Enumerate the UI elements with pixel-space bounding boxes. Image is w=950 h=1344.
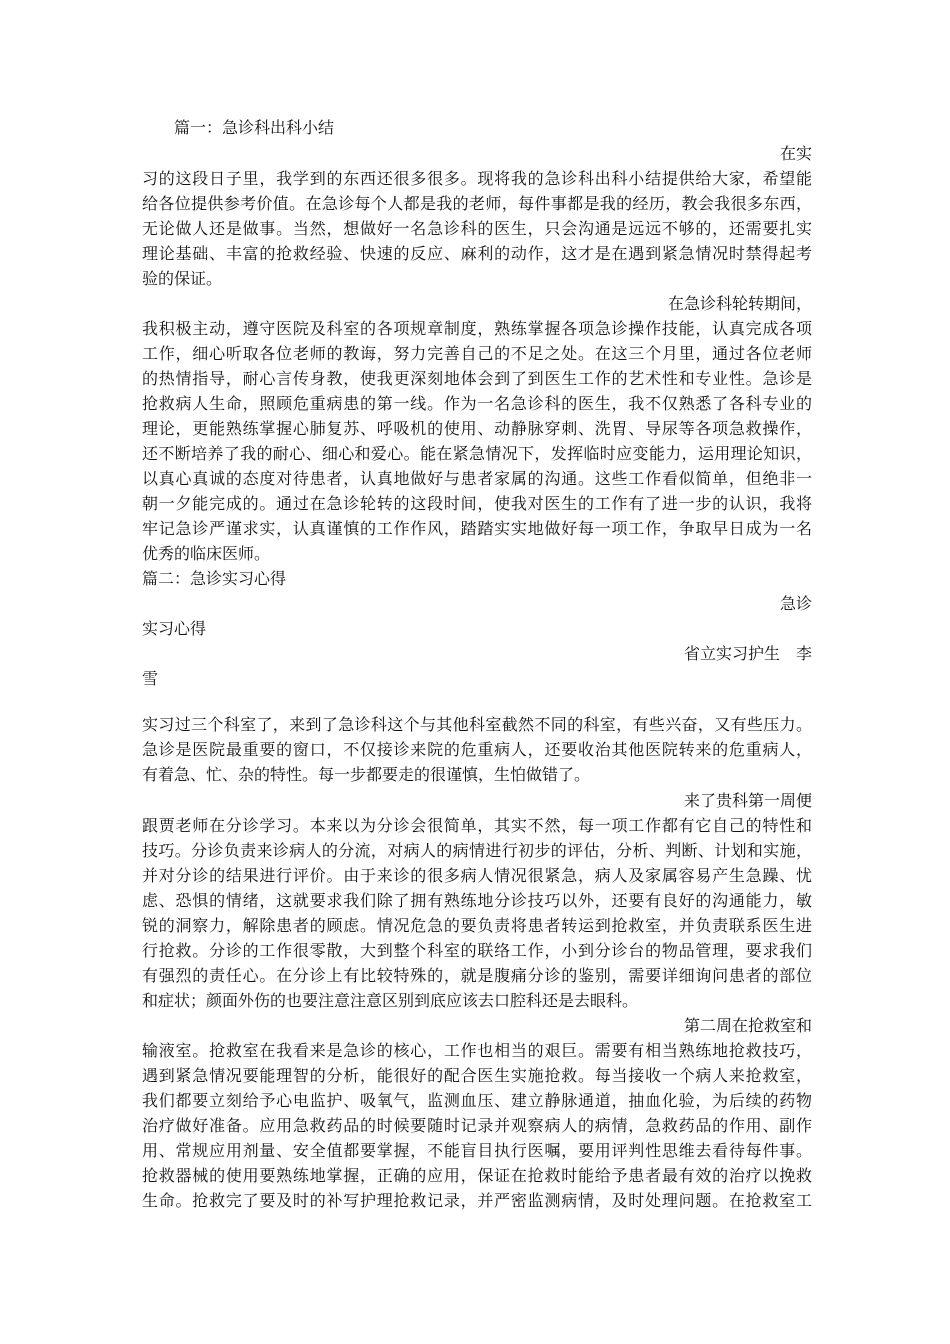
text-line: 我们都要立刻给予心电监护、吸氧气，监测血压、建立静脉通道，抽血化验，为后续的药物 (142, 1091, 812, 1110)
text-line: 还不断培养了我的耐心、细心和爱心。能在紧急情况下，发挥临时应变能力，运用理论知识， (142, 444, 812, 463)
text-line: 技巧。分诊负责来诊病人的分流，对病人的病情进行初步的评估，分析、判断、计划和实施， (142, 841, 812, 860)
text-line: 理论，更能熟练掌握心肺复苏、呼吸机的使用、动静脉穿刺、洗胃、导尿等各项急救操作， (142, 419, 812, 438)
text-line: 在急诊科轮转期间， (667, 294, 812, 313)
text-line: 工作，细心听取各位老师的教诲，努力完善自己的不足之处。在这三个月里，通过各位老师 (142, 344, 812, 363)
text-line: 有强烈的责任心。在分诊上有比较特殊的，就是腹痛分诊的鉴别，需要详细询问患者的部位 (142, 966, 812, 985)
text-line: 急诊 (779, 594, 812, 613)
text-line: 用、常规应用剂量、安全值都要掌握，不能盲目执行医嘱，要用评判性思维去看待每件事。 (142, 1141, 812, 1160)
text-line: 遇到紧急情况要能理智的分析，能很好的配合医生实施抢救。每当接收一个病人来抢救室， (142, 1066, 812, 1085)
author-line: 省立实习护生 李 (683, 644, 812, 663)
text-line: 输液室。抢救室在我看来是急诊的核心，工作也相当的艰巨。需要有相当熟练地抢救技巧， (142, 1041, 812, 1060)
text-line: 跟贾老师在分诊学习。本来以为分诊会很简单，其实不然，每一项工作都有它自己的特性和 (142, 816, 812, 835)
text-line: 理论基础、丰富的抢救经验、快速的反应、麻利的动作，这才是在遇到紧急情况时禁得起考 (142, 244, 812, 263)
text-line: 实习心得 (142, 619, 207, 638)
text-line: 验的保证。 (142, 269, 223, 288)
text-line: 治疗做好准备。应用急救药品的时候要随时记录并观察病人的病情，急救药品的作用、副作 (142, 1116, 812, 1135)
text-line: 优秀的临床医师。 (142, 544, 271, 563)
text-line: 行抢救。分诊的工作很零散，大到整个科室的联络工作，小到分诊台的物品管理，要求我们 (142, 941, 812, 960)
text-line: 抢救器械的使用要熟练地掌握，正确的应用，保证在抢救时能给予患者最有效的治疗以挽救 (142, 1166, 812, 1185)
text-line: 急诊是医院最重要的窗口，不仅接诊来院的危重病人，还要收治其他医院转来的危重病人， (142, 740, 812, 759)
text-line: 生命。抢救完了要及时的补写护理抢救记录，并严密监测病情，及时处理问题。在抢救室工 (142, 1191, 812, 1210)
section-title-1: 篇一：急诊科出科小结 (174, 118, 335, 137)
text-line: 实习过三个科室了，来到了急诊科这个与其他科室截然不同的科室，有些兴奋，又有些压力。 (142, 715, 812, 734)
text-line: 锐的洞察力，解除患者的顾虑。情况危急的要负责将患者转运到抢救室，并负责联系医生进 (142, 916, 812, 935)
section-title-2: 篇二：急诊实习心得 (142, 569, 287, 588)
author-line: 雪 (142, 669, 159, 688)
text-line: 朝一夕能完成的。通过在急诊轮转的这段时间，使我对医生的工作有了进一步的认识，我将 (142, 494, 812, 513)
text-line: 的热情指导，耐心言传身教，使我更深刻地体会到了到医生工作的艺术性和专业性。急诊是 (142, 369, 812, 388)
text-line: 虑、恐惧的情绪，这就要求我们除了拥有熟练地分诊技巧以外，还要有良好的沟通能力，敏 (142, 891, 812, 910)
text-line: 牢记急诊严谨求实，认真谨慎的工作作风，踏踏实实地做好每一项工作，争取早日成为一名 (142, 519, 812, 538)
text-line: 我积极主动，遵守医院及科室的各项规章制度，熟练掌握各项急诊操作技能，认真完成各项 (142, 319, 812, 338)
text-line: 来了贵科第一周便 (683, 791, 812, 810)
text-line: 给各位提供参考价值。在急诊每个人都是我的老师，每件事都是我的经历，教会我很多东西， (142, 194, 812, 213)
text-line: 在实 (779, 144, 812, 163)
text-line: 有着急、忙、杂的特性。每一步都要走的很谨慎，生怕做错了。 (142, 765, 591, 784)
document-page (142, 0, 812, 1344)
text-line: 以真心真诚的态度对待患者，认真地做好与患者家属的沟通。这些工作看似简单，但绝非一 (142, 469, 812, 488)
text-line: 抢救病人生命，照顾危重病患的第一线。作为一名急诊科的医生，我不仅熟悉了各科专业的 (142, 394, 812, 413)
text-line: 第二周在抢救室和 (683, 1016, 812, 1035)
text-line: 并对分诊的结果进行评价。由于来诊的很多病人情况很紧急，病人及家属容易产生急躁、忧 (142, 866, 812, 885)
text-line: 习的这段日子里，我学到的东西还很多很多。现将我的急诊科出科小结提供给大家，希望能 (142, 169, 812, 188)
text-line: 和症状；颜面外伤的也要注意注意区别到底应该去口腔科还是去眼科。 (142, 991, 639, 1010)
text-line: 无论做人还是做事。当然，想做好一名急诊科的医生，只会沟通是远远不够的，还需要扎实 (142, 219, 812, 238)
